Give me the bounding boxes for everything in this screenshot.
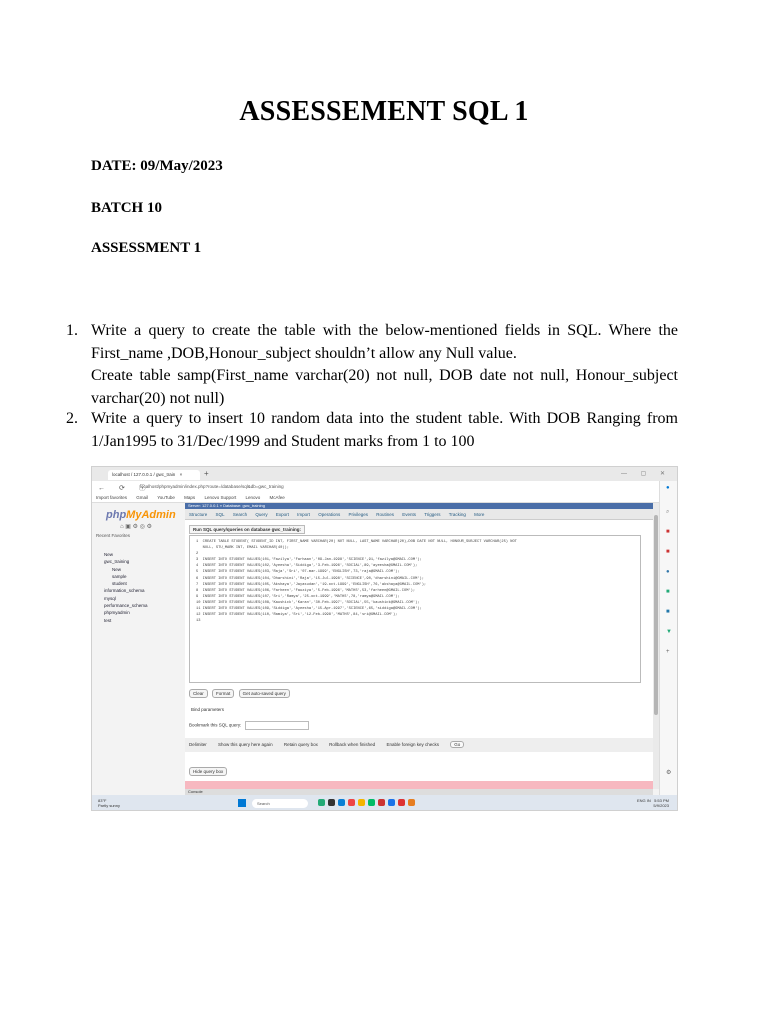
question-number: 1. bbox=[66, 322, 78, 339]
db-tree bbox=[96, 551, 148, 624]
tab-operations[interactable]: Operations bbox=[318, 512, 341, 517]
tree-item[interactable]: New bbox=[112, 566, 122, 572]
embedded-screenshot bbox=[91, 466, 678, 811]
date-line: DATE: 09/May/2023 bbox=[91, 158, 223, 174]
bookmark-item[interactable]: Gmail bbox=[136, 495, 149, 500]
bookmark-row bbox=[189, 721, 309, 730]
url-field[interactable]: localhost/phpmyadmin/index.php?route=/database/sql&db=gwc_training bbox=[140, 484, 284, 489]
app-icon[interactable] bbox=[398, 799, 405, 806]
bookmark-input[interactable] bbox=[245, 721, 309, 730]
bookmark-item[interactable]: Import favorites bbox=[96, 495, 128, 500]
drop-icon[interactable]: ▼ bbox=[666, 629, 672, 635]
pma-sidebar bbox=[92, 503, 185, 789]
tree-item[interactable]: information_schema bbox=[104, 588, 145, 594]
tab-events[interactable]: Events bbox=[402, 512, 417, 517]
tree-item[interactable]: phpmyadmin bbox=[104, 610, 130, 616]
rollback-checkbox[interactable]: Rollback when finished bbox=[329, 742, 376, 747]
address-bar bbox=[92, 481, 677, 494]
foreign-key-checkbox[interactable]: Enable foreign key checks bbox=[386, 742, 439, 747]
tab-export[interactable]: Export bbox=[275, 512, 289, 517]
question-text: Write a query to insert 10 random data into the student table. With DOB Ranging from 1/Jan1995 to 31/Dec/1999 and Student marks from 1 to 100 bbox=[91, 410, 678, 450]
run-sql-label: Run SQL query/queries on database gwc_training: bbox=[189, 525, 305, 534]
new-tab-icon[interactable]: + bbox=[204, 469, 209, 478]
app-icon[interactable] bbox=[408, 799, 415, 806]
app-icon[interactable] bbox=[338, 799, 345, 806]
tab-sql[interactable]: SQL bbox=[215, 512, 225, 517]
bookmark-label: Bookmark this SQL query: bbox=[189, 722, 242, 728]
bookmark-item[interactable]: Lenovo Support bbox=[204, 495, 237, 500]
batch-line: BATCH 10 bbox=[91, 200, 162, 216]
bookmark-item[interactable]: McAfee bbox=[269, 495, 285, 500]
bookmark-item[interactable]: Maps bbox=[184, 495, 196, 500]
app-icon[interactable] bbox=[388, 799, 395, 806]
options-row bbox=[185, 738, 653, 752]
window-controls[interactable]: — ▢ ✕ bbox=[620, 471, 671, 477]
tab-routines[interactable]: Routines bbox=[376, 512, 395, 517]
question-1 bbox=[66, 320, 678, 410]
go-button[interactable]: Go bbox=[450, 741, 464, 748]
system-tray[interactable]: ENG IN 5:53 PM 5/9/2023 bbox=[636, 798, 669, 808]
question-text: Write a query to create the table with the below-mentioned fields in SQL. Where the First_name ,DOB,Honour_subject shouldn’t allow any Null value. bbox=[91, 322, 678, 362]
format-button[interactable]: Format bbox=[212, 689, 234, 698]
gear-icon[interactable]: ⚙ bbox=[666, 770, 672, 776]
page-title: ASSESSEMENT SQL 1 bbox=[239, 96, 529, 127]
weather-widget[interactable]: 83°F Partly sunny bbox=[98, 798, 121, 808]
bookmark-item[interactable]: Lenovo bbox=[245, 495, 261, 500]
question-number: 2. bbox=[66, 410, 78, 427]
tab-tracking[interactable]: Tracking bbox=[448, 512, 466, 517]
tab-more[interactable]: More bbox=[474, 512, 485, 517]
question-2 bbox=[66, 408, 678, 453]
outlook-icon[interactable]: ■ bbox=[666, 609, 670, 615]
assessment-line: ASSESSMENT 1 bbox=[91, 240, 202, 256]
app-icon[interactable] bbox=[378, 799, 385, 806]
console-tab[interactable]: Console bbox=[185, 789, 653, 795]
tab-search[interactable]: Search bbox=[232, 512, 248, 517]
hide-query-button[interactable]: Hide query box bbox=[189, 767, 227, 776]
app-icon[interactable] bbox=[328, 799, 335, 806]
retain-box-checkbox[interactable]: Retain query box bbox=[283, 742, 318, 747]
edge-sidebar bbox=[659, 481, 678, 795]
browser-tabbar bbox=[92, 467, 677, 481]
clear-button[interactable]: Clear bbox=[189, 689, 208, 698]
breadcrumb[interactable]: Server: 127.0.0.1 » Database: gwc_training bbox=[185, 503, 653, 509]
tab-import[interactable]: Import bbox=[297, 512, 310, 517]
bind-params-checkbox[interactable]: Bind parameters bbox=[191, 707, 225, 712]
app-icon[interactable] bbox=[348, 799, 355, 806]
pma-logo: phpMyAdmin bbox=[106, 509, 176, 521]
tab-query[interactable]: Query bbox=[255, 512, 268, 517]
taskbar-search[interactable]: Search bbox=[252, 799, 308, 808]
tree-item[interactable]: New bbox=[104, 552, 114, 557]
delimiter-field[interactable]: Delimiter bbox=[189, 742, 207, 747]
bookmark-item[interactable]: YouTube bbox=[157, 495, 175, 500]
taskbar-apps bbox=[318, 799, 418, 807]
shopping-icon[interactable]: ■ bbox=[666, 529, 670, 535]
tree-item[interactable]: mysql bbox=[104, 595, 116, 601]
show-query-checkbox[interactable]: Show this query here again bbox=[218, 742, 273, 747]
question-answer: Create table samp(First_name varchar(20) not null, DOB date not null, Honour_subject varchar(20) not null) bbox=[91, 367, 678, 407]
nav-buttons[interactable]: ← ⟳ ⓘ bbox=[98, 485, 152, 492]
app-icon[interactable] bbox=[318, 799, 325, 806]
tools-icon[interactable]: ■ bbox=[666, 549, 670, 555]
search-icon[interactable]: ⌕ bbox=[666, 509, 670, 515]
tree-item[interactable]: gwc_training bbox=[104, 559, 130, 565]
office-icon[interactable]: ■ bbox=[666, 589, 670, 595]
bookmarks-bar bbox=[92, 494, 677, 503]
taskbar bbox=[92, 795, 677, 811]
tree-item[interactable]: performance_schema bbox=[104, 603, 148, 609]
pma-tabs bbox=[185, 509, 653, 520]
browser-tab[interactable] bbox=[108, 470, 200, 480]
tree-item[interactable]: student bbox=[112, 581, 127, 587]
error-bar bbox=[185, 781, 653, 789]
editor-buttons bbox=[189, 689, 293, 698]
app-icon[interactable] bbox=[358, 799, 365, 806]
pma-quick-icons[interactable]: ⌂ ▣ ⚙ ◎ ⚙ bbox=[120, 524, 152, 530]
add-icon[interactable]: + bbox=[666, 649, 670, 655]
tab-triggers[interactable]: Triggers bbox=[424, 512, 441, 517]
autosaved-button[interactable]: Get auto-saved query bbox=[239, 689, 290, 698]
close-icon[interactable]: × bbox=[179, 472, 183, 477]
tab-structure[interactable]: Structure bbox=[189, 512, 208, 517]
sql-editor[interactable]: 1 CREATE TABLE STUDENT( STUDENT_ID INT, FIRST_NAME VARCHAR(20) NOT NULL, LAST_NAME VARCHAR(20),DOB DATE NOT NULL, HONOUR_SUBJECT VARCHAR(25) NOT NULL, STU_MARK INT, EMAIL VARCHAR(40)); 2 3 INSERT INTO STUDENT VALUES(101,'Fazilya','Farhaan','09-Jan-1998','SCIENCE',91,'fazilya@GMAIL.COM'); 4 INSERT INTO STUDENT VALUES(102,'Ayeesha','Siddiga','3-Feb-1996','SOCIAL',89,'ayeesha@GMAIL.COM'); 5 INSERT INTO STUDENT VALUES(103,'Raja','Sri','07-mar-1999','ENGLISH',73,'raja@GMAIL.COM'); 6 INSERT INTO STUDENT VALUES(104,'Dharshini','Raja','15-Jul-1998','SCIENCE',90,'dharshini@GMAIL.COM'); 7 INSERT INTO STUDENT VALUES(105,'Akshaya','Jayasudan','19-oct-1999','ENGLISH',76,'akshaya@GMAIL.COM'); 8 INSERT INTO STUDENT VALUES(106,'Farheen','Fauziya','5-Feb-1996','MATHS',53,'farheen@GMAIL.COM'); 9 INSERT INTO STUDENT VALUES(107,'Sri','Ramya','25-oct-1999','MATHS',78,'ramya@GMAIL.COM'); 10 INSERT INTO STUDENT VALUES(108,'Kaushick','Karan','30-Feb-1997','SOCIAL',55,'kaushick@GMAIL.COM'); 11 INSERT INTO STUDENT VALUES(109,'Siddiga','Ayeesha','15-Apr-1997','SCIENCE',65,'siddiga@GMAIL.COM'); 12 INSERT INTO STUDENT VALUES(110,'Ramiya','Sri','12-Feb-1998','MATHS',84,'sri@GMAIL.COM'); 13 bbox=[189, 535, 641, 683]
games-icon[interactable]: ● bbox=[666, 569, 670, 575]
app-icon[interactable] bbox=[368, 799, 375, 806]
tab-title: localhost / 127.0.0.1 / gwc_train bbox=[112, 472, 176, 477]
bing-icon[interactable]: ● bbox=[666, 485, 670, 491]
pma-main bbox=[185, 503, 653, 789]
recent-favorites[interactable]: Recent Favorites bbox=[96, 533, 131, 538]
windows-start-icon[interactable] bbox=[238, 799, 246, 807]
tree-item[interactable]: test bbox=[104, 617, 112, 623]
tab-privileges[interactable]: Privileges bbox=[348, 512, 368, 517]
tree-item[interactable]: sample bbox=[112, 573, 127, 579]
